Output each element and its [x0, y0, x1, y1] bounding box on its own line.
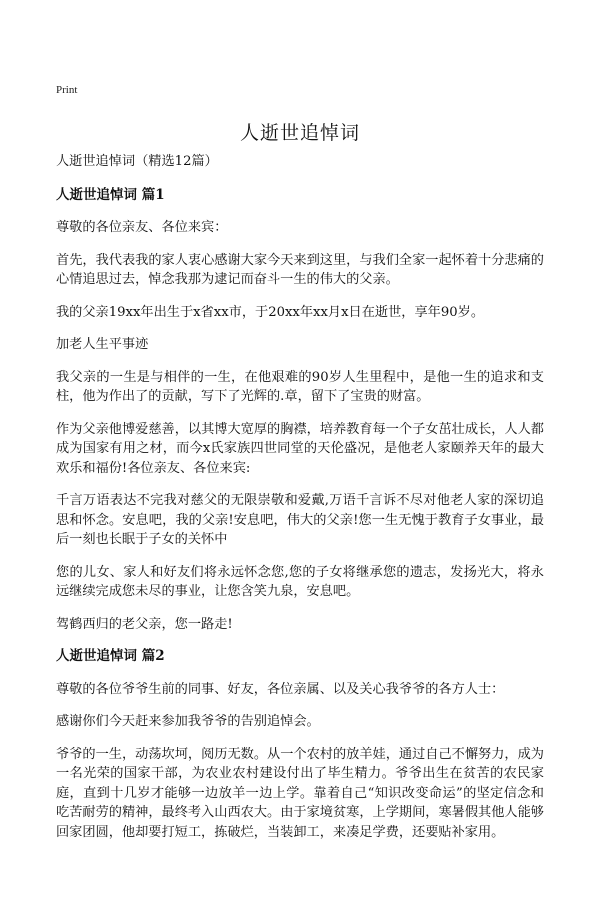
paragraph: 作为父亲他博爱慈善，以其博大宽厚的胸襟，培养教育每一个子女茁壮成长，人人都成为国家有用之材，而今x氏家族四世同堂的天伦盛况，是他老人家颐养天年的最大欢乐和福份!各位亲友、各位来宾: [56, 421, 544, 476]
paragraph: 我的父亲19xx年出生于x省xx市，于20xx年xx月x日在逝世，享年90岁。 [56, 304, 485, 320]
paragraph: 尊敬的各位亲友、各位来宾： [56, 220, 228, 235]
section-heading: 人逝世追悼词 篇2 [56, 648, 165, 664]
paragraph: 千言万语表达不完我对慈父的无限崇敬和爱戴,万语千言诉不尽对他老人家的深切追思和怀念。安息吧，我的父亲!安息吧，伟大的父亲!您一生无愧于教育子女事业，最后一刻也长眠于子女的关怀中 [56, 493, 544, 547]
document-body [56, 152, 544, 855]
paragraph: 尊敬的各位爷爷生前的同事、好友，各位亲属、以及关心我爷爷的各方人士： [56, 681, 505, 697]
document-subtitle: 人逝世追悼词（精选12篇） [56, 154, 218, 169]
paragraph: 驾鹤西归的老父亲，您一路走! [56, 616, 233, 632]
paragraph: 感谢你们今天赶来参加我爷爷的告别追悼会。 [56, 714, 320, 729]
paragraph: 首先，我代表我的家人衷心感谢大家今天来到这里，与我们全家一起怀着十分悲痛的心情追思过去，悼念我那为逮记而奋斗一生的伟大的父亲。 [56, 252, 544, 287]
print-label: Print [56, 84, 78, 96]
paragraph: 您的儿女、家人和好友们将永远怀念您,您的子女将继承您的遗志，发扬光大，将永远继续完成您未尽的事业，让您含笑九泉，安息吧。 [56, 564, 544, 599]
paragraph: 爷爷的一生，动荡坎坷，阅历无数。从一个农村的放羊娃，通过自己不懈努力，成为一名光荣的国家干部，为农业农村建设付出了毕生精力。爷爷出生在贫苦的农民家庭，直到十几岁才能够一边放羊一边上学。靠着自己“知识改变命运”的坚定信念和吃苦耐劳的精神，最终考入山西农大。由于家境贫寒，上学期间，寒暑假其他人能够回家团圆，他却要打短工，拣破烂，当装卸工，来凑足学费，还要贴补家用。 [56, 746, 544, 840]
section-heading: 人逝世追悼词 篇1 [56, 186, 165, 203]
document-title: 人逝世追悼词 [239, 122, 360, 144]
paragraph: 加老人生平事迹 [56, 337, 149, 352]
paragraph: 我父亲的一生是与相伴的一生，在他艰难的90岁人生里程中，是他一生的追求和支柱，他为作出了的贡献，写下了光辉的.章，留下了宝贵的财富。 [56, 369, 544, 404]
